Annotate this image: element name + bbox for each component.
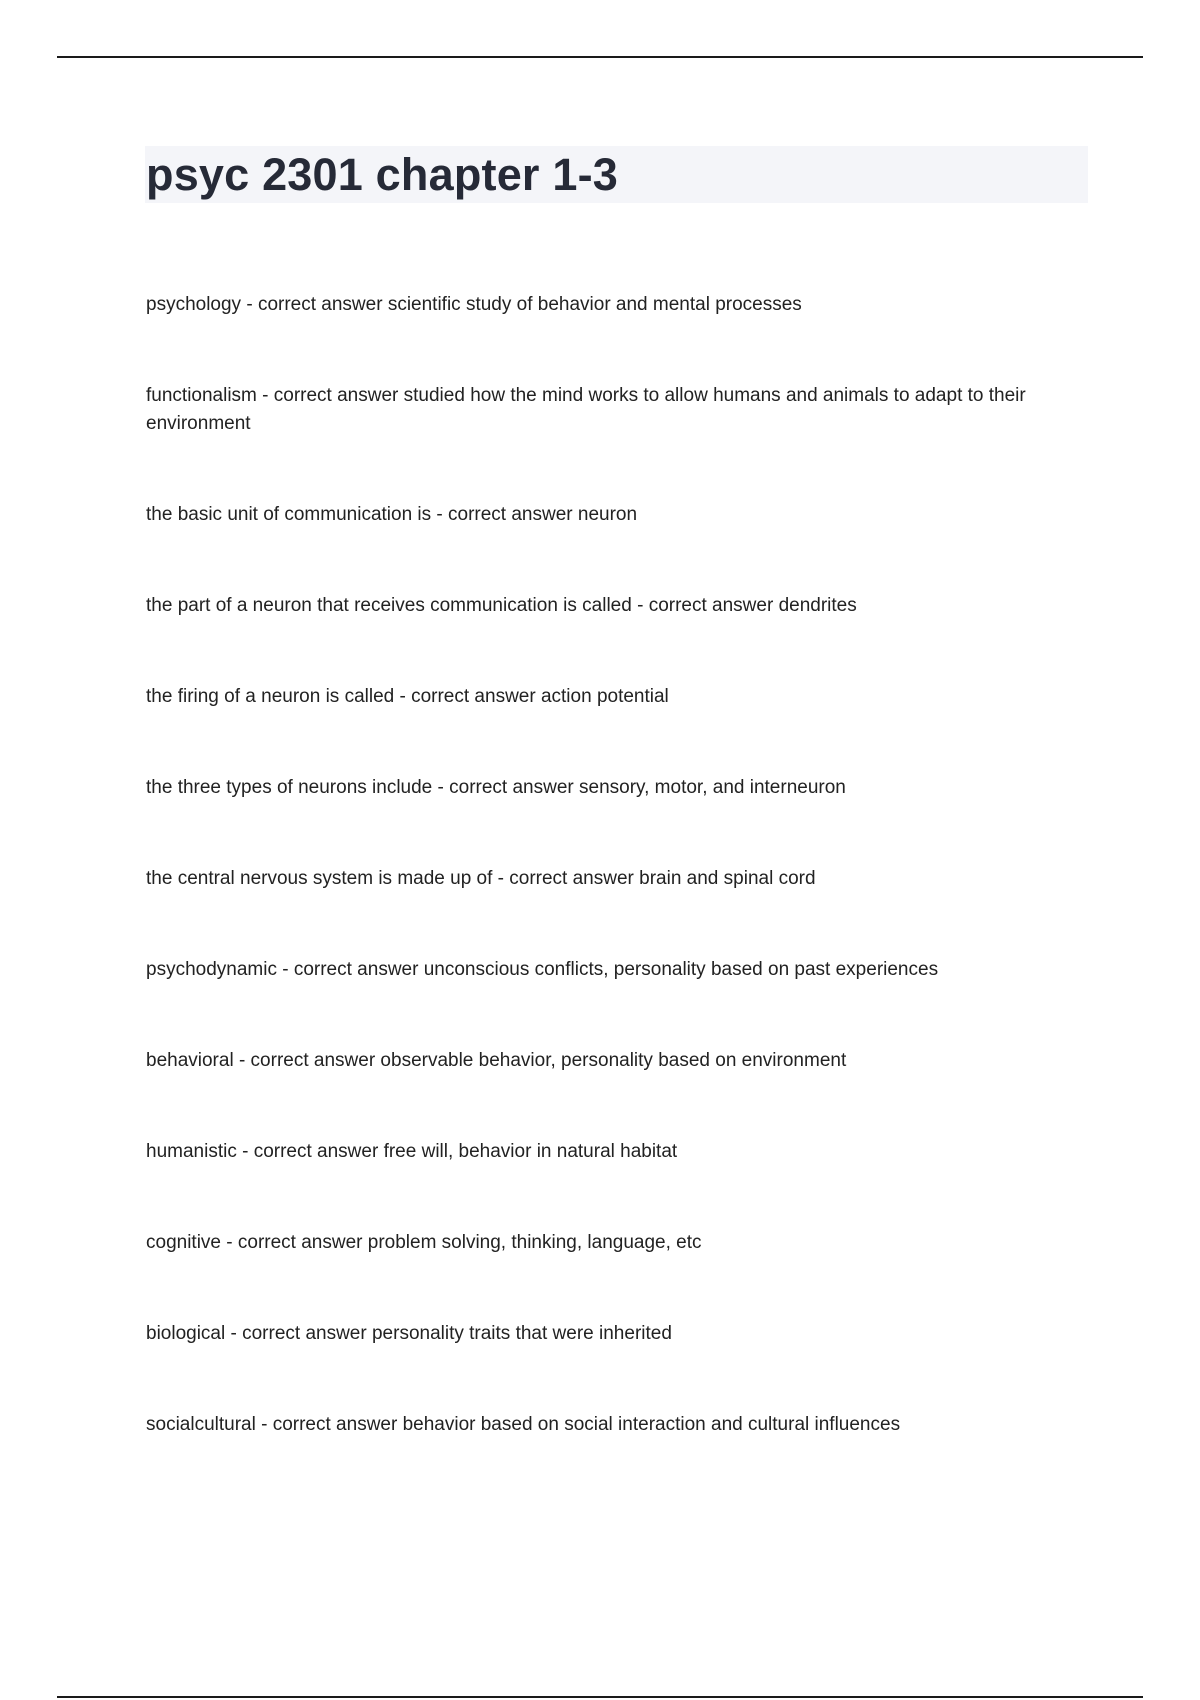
list-item: biological - correct answer personality traits that were inherited	[146, 1323, 672, 1344]
bottom-divider	[57, 1696, 1143, 1698]
list-item: socialcultural - correct answer behavior based on social interaction and cultural influences	[146, 1414, 901, 1435]
list-item: cognitive - correct answer problem solving, thinking, language, etc	[146, 1232, 702, 1253]
list-item: psychodynamic - correct answer unconscious conflicts, personality based on past experiences	[146, 959, 939, 980]
list-item: behavioral - correct answer observable behavior, personality based on environment	[146, 1050, 847, 1071]
list-item: psychology - correct answer scientific study of behavior and mental processes	[146, 294, 802, 315]
list-item: functionalism - correct answer studied how the mind works to allow humans and animals to adapt to their environment	[146, 385, 1026, 434]
list-item: humanistic - correct answer free will, behavior in natural habitat	[146, 1141, 678, 1162]
list-item: the firing of a neuron is called - correct answer action potential	[146, 686, 669, 707]
list-item: the central nervous system is made up of - correct answer brain and spinal cord	[146, 868, 816, 889]
list-item: the basic unit of communication is - correct answer neuron	[146, 504, 638, 525]
top-divider	[57, 56, 1143, 58]
list-item: the three types of neurons include - correct answer sensory, motor, and interneuron	[146, 777, 846, 798]
page-title: psyc 2301 chapter 1-3	[146, 149, 618, 200]
list-item: the part of a neuron that receives communication is called - correct answer dendrites	[146, 595, 857, 616]
